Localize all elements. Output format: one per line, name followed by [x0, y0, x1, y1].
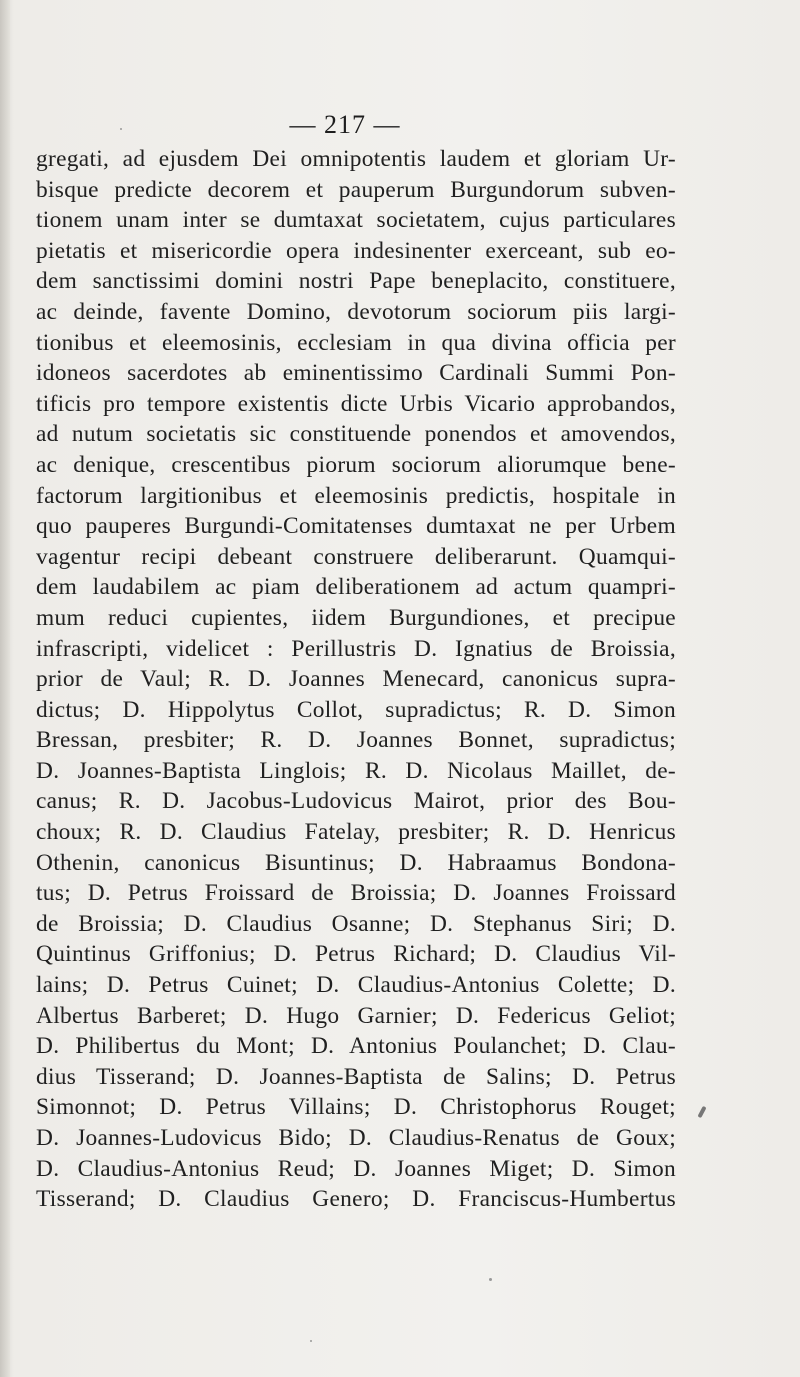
- text-line: Tisserand; D. Claudius Genero; D. Franciscus-Humbertus: [36, 1186, 676, 1213]
- text-line: tionibus et eleemosinis, ecclesiam in qua divina officia per: [36, 329, 676, 356]
- text-line: idoneos sacerdotes ab eminentissimo Cardinali Summi Pon-: [36, 360, 676, 387]
- text-line: Quintinus Griffonius; D. Petrus Richard; D. Claudius Vil-: [36, 941, 676, 968]
- text-line: ac deinde, favente Domino, devotorum sociorum piis largi-: [36, 298, 676, 325]
- text-line: D. Joannes-Ludovicus Bido; D. Claudius-Renatus de Goux;: [36, 1125, 676, 1151]
- text-line: pietatis et misericordie opera indesinenter exerceant, sub eo-: [36, 237, 676, 264]
- text-line: dictus; D. Hippolytus Collot, supradictus; R. D. Simon: [36, 696, 676, 723]
- text-line: dem laudabilem ac piam deliberationem ad actum quampri-: [36, 574, 676, 601]
- text-line: tionem unam inter se dumtaxat societatem, cujus particulares: [36, 207, 676, 234]
- text-line: mum reduci cupientes, iidem Burgundiones, et precipue: [36, 604, 676, 631]
- text-line: tus; D. Petrus Froissard de Broissia; D. Joannes Froissard: [36, 880, 676, 907]
- text-line: dius Tisserand; D. Joannes-Baptista de Salins; D. Petrus: [36, 1063, 676, 1090]
- text-line: de Broissia; D. Claudius Osanne; D. Stephanus Siri; D.: [36, 910, 676, 937]
- text-line: vagentur recipi debeant construere deliberarunt. Quamqui-: [36, 543, 676, 570]
- text-line: Albertus Barberet; D. Hugo Garnier; D. Federicus Geliot;: [36, 1002, 676, 1029]
- text-line: gregati, ad ejusdem Dei omnipotentis laudem et gloriam Ur-: [36, 146, 676, 172]
- text-line: ac denique, crescentibus piorum sociorum aliorumque bene-: [36, 451, 676, 478]
- text-line: prior de Vaul; R. D. Joannes Menecard, canonicus supra-: [36, 666, 676, 693]
- text-line: Othenin, canonicus Bisuntinus; D. Habraamus Bondona-: [36, 849, 676, 876]
- text-line: infrascripti, videlicet : Perillustris D. Ignatius de Broissia,: [36, 635, 676, 662]
- text-line: D. Claudius-Antonius Reud; D. Joannes Miget; D. Simon: [36, 1155, 676, 1182]
- paper-speck: [310, 1340, 312, 1342]
- body-text: [36, 144, 676, 1215]
- text-line: tificis pro tempore existentis dicte Urbis Vicario approbandos,: [36, 390, 676, 417]
- text-line: ad nutum societatis sic constituende ponendos et amovendos,: [36, 421, 676, 448]
- text-line: D. Philibertus du Mont; D. Antonius Poulanchet; D. Clau-: [36, 1033, 676, 1060]
- text-line: D. Joannes-Baptista Linglois; R. D. Nicolaus Maillet, de-: [36, 757, 676, 784]
- text-line: lains; D. Petrus Cuinet; D. Claudius-Antonius Colette; D.: [36, 972, 676, 999]
- text-line: choux; R. D. Claudius Fatelay, presbiter; R. D. Henricus: [36, 819, 676, 846]
- text-line: Simonnot; D. Petrus Villains; D. Christophorus Rouget;: [36, 1094, 676, 1121]
- text-line: factorum largitionibus et eleemosinis predictis, hospitale in: [36, 482, 676, 509]
- text-line: dem sanctissimi domini nostri Pape beneplacito, constituere,: [36, 268, 676, 295]
- paper-speck: [120, 128, 122, 130]
- text-line: bisque predicte decorem et pauperum Burgundorum subven-: [36, 176, 676, 203]
- text-line: canus; R. D. Jacobus-Ludovicus Mairot, prior des Bou-: [36, 788, 676, 815]
- text-line: quo pauperes Burgundi-Comitatenses dumtaxat ne per Urbem: [36, 513, 676, 540]
- page-edge: [0, 0, 10, 1377]
- paper-speck: [489, 1278, 492, 1281]
- text-line: Bressan, presbiter; R. D. Joannes Bonnet, supradictus;: [36, 727, 676, 754]
- page-number: — 217 —: [289, 110, 401, 139]
